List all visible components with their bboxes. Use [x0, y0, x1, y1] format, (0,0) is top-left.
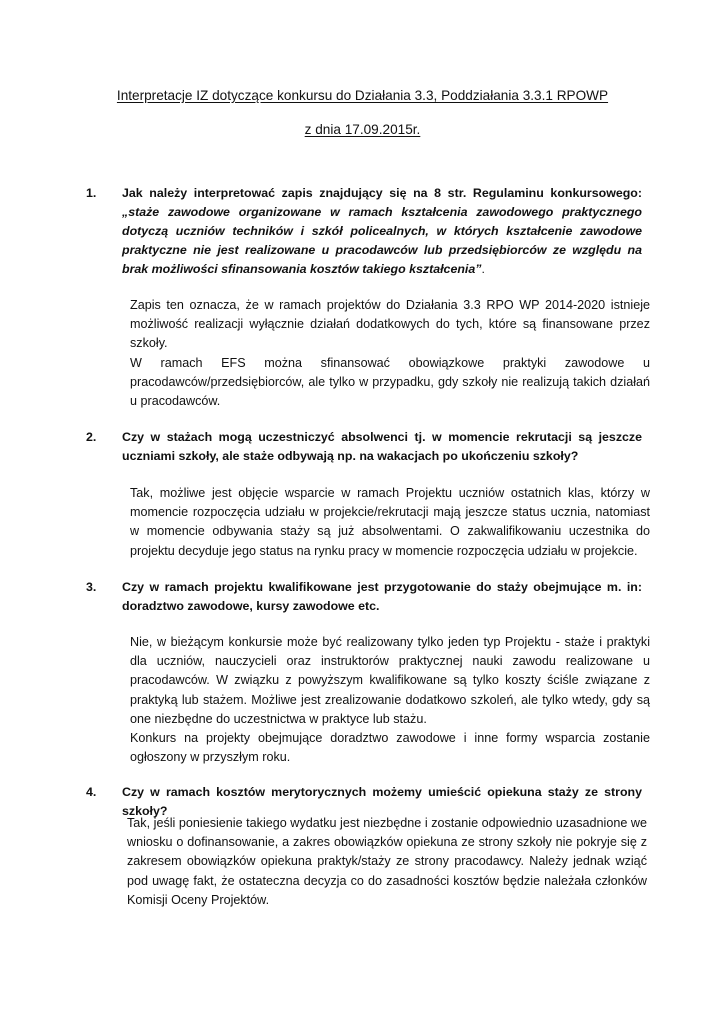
question-text: Czy w ramach kosztów merytorycznych możemy umieścić opiekuna staży ze strony szkoły?	[122, 785, 642, 818]
question-number: 1.	[86, 186, 97, 200]
question-2	[86, 428, 642, 466]
question-tail: .	[481, 262, 485, 276]
answer-3	[130, 633, 650, 767]
answer-4	[127, 814, 647, 910]
answer-1	[130, 296, 650, 411]
question-3	[86, 578, 642, 616]
answer-2	[130, 484, 650, 561]
question-number: 2.	[86, 430, 97, 444]
question-text: Czy w ramach projektu kwalifikowane jest przygotowanie do staży obejmujące m. in: doradztwo zawodowe, kursy zawodowe etc.	[122, 580, 642, 613]
answer-paragraph: Konkurs na projekty obejmujące doradztwo zawodowe i inne formy wsparcia zostanie ogłoszony w przyszłym roku.	[130, 731, 650, 765]
question-lead: Jak należy interpretować zapis znajdujący się na 8 str. Regulaminu konkursowego:	[122, 186, 642, 200]
document-date: z dnia 17.09.2015r.	[304, 122, 421, 137]
answer-paragraph: W ramach EFS można sfinansować obowiązkowe praktyki zawodowe u pracodawców/przedsiębiorców, ale tylko w przypadku, gdy szkoły nie realizują takich działań u pracodawców.	[130, 355, 650, 409]
question-quote: „staże zawodowe organizowane w ramach kształcenia zawodowego praktycznego dotyczą uczniów techników i szkół policealnych, w których kształcenie zawodowe praktyczne nie jest realizowane u pracodawców lub przedsiębiorców ze względu na brak możliwości sfinansowania kosztów takiego kształcenia”	[122, 205, 642, 276]
document-title: Interpretacje IZ dotyczące konkursu do Działania 3.3, Poddziałania 3.3.1 RPOWP	[116, 88, 609, 103]
answer-paragraph: Tak, jeśli poniesienie takiego wydatku jest niezbędne i zostanie odpowiednio uzasadnione we wniosku o dofinansowanie, a zakres obowiązków opiekuna ze strony szkoły nie pokryje się z zakresem obowiązków opiekuna praktyk/staży ze strony pracodawcy. Należy jednak wziąć pod uwagę fakt, że ostateczna decyzja co do zasadności kosztów będzie należała członków Komisji Oceny Projektów.	[127, 816, 647, 907]
answer-paragraph: Nie, w bieżącym konkursie może być realizowany tylko jeden typ Projektu - staże i praktyki dla uczniów, nauczycieli oraz instruktorów praktycznej nauki zawodu realizowane u pracodawców. W związku z powyższym kwalifikowane są tylko koszty ściśle związane z praktyką lub stażem. Możliwe jest zrealizowanie dodatkowo szkoleń, ale tylko wtedy, gdy są one niezbędne do uczestnictwa w praktyce lub stażu.	[130, 635, 650, 726]
question-1	[86, 184, 642, 279]
question-text: Czy w stażach mogą uczestniczyć absolwenci tj. w momencie rekrutacji są jeszcze uczniami szkoły, ale staże odbywają np. na wakacjach po ukończeniu szkoły?	[122, 430, 642, 463]
question-number: 4.	[86, 785, 97, 799]
question-number: 3.	[86, 580, 97, 594]
answer-paragraph: Zapis ten oznacza, że w ramach projektów do Działania 3.3 RPO WP 2014-2020 istnieje możliwość realizacji wyłącznie działań dodatkowych do tych, które są finansowane przez szkoły.	[130, 298, 650, 351]
answer-paragraph: Tak, możliwe jest objęcie wsparcie w ramach Projektu uczniów ostatnich klas, którzy w momencie rozpoczęcia udziału w projekcie/rekrutacji mają jeszcze status ucznia, natomiast w momencie odbywania staży są już absolwentami. O zakwalifikowaniu uczestnika do projektu decyduje jego status na rynku pracy w momencie rozpoczęcia udziału w projekcie.	[130, 486, 650, 558]
